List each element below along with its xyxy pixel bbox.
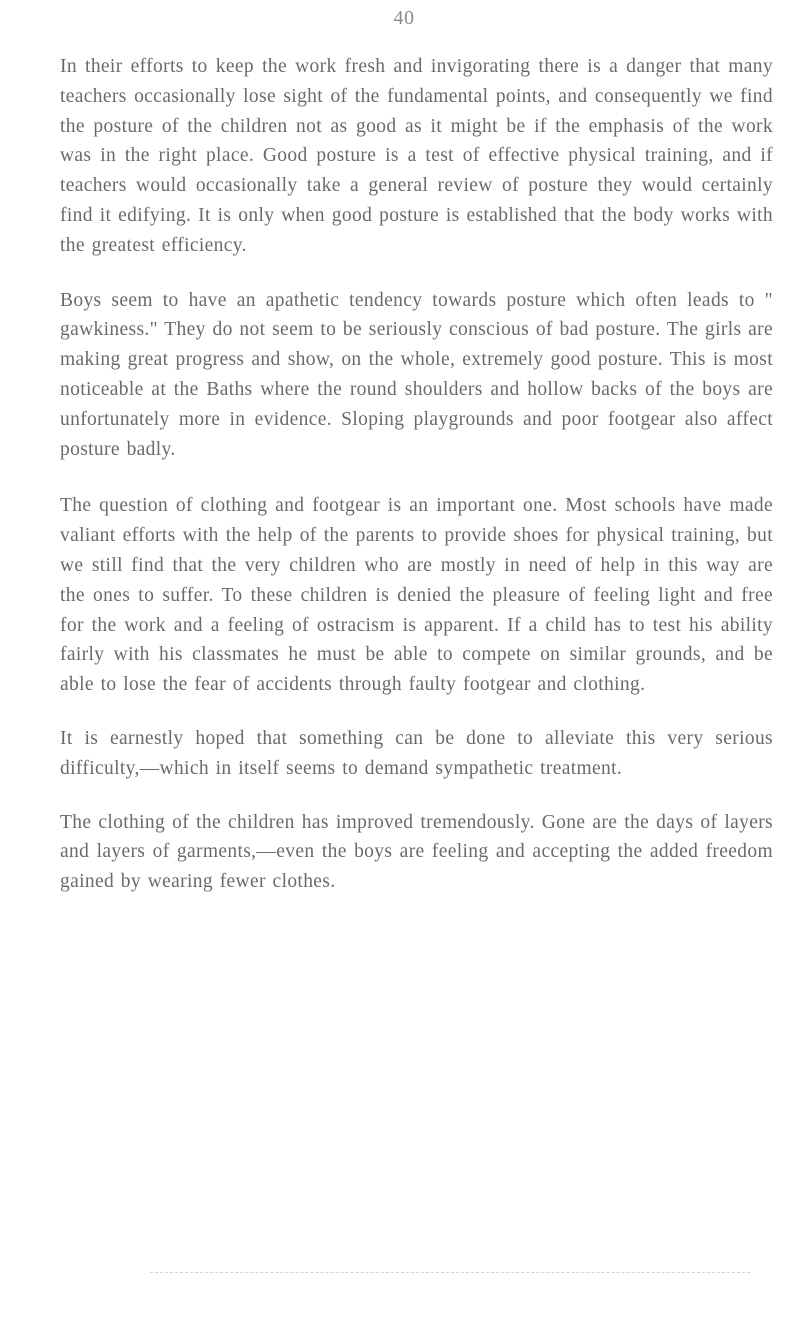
body-text: [60, 52, 773, 919]
paragraph-boys-girls-posture: Boys seem to have an apathetic tendency towards posture which often leads to " gawkiness." They do not seem to be seriously conscious of bad posture. The girls are making great progress and show, on the whole, extremely good posture. This is most noticeable at the Baths where the round shoulders and hollow backs of the boys are unfortunately more in evidence. Sloping playgrounds and poor footgear also affect posture badly.: [60, 289, 773, 460]
page-number: 40: [393, 7, 415, 29]
paragraph-posture-efforts: In their efforts to keep the work fresh and invigorating there is a danger that many teachers occasionally lose sight of the fundamental points, and consequently we find the posture of the children not as good as it might be if the emphasis of the work was in the right place. Good posture is a test of effective physical training, and if teachers would occasionally take a general review of posture they would certainly find it edifying. It is only when good posture is established that the body works with the greatest efficiency.: [60, 56, 773, 256]
paragraph-clothing-improved: The clothing of the children has improved tremendously. Gone are the days of layers and layers of garments,—even the boys are feeling and accepting the added freedom gained by wearing fewer clothes.: [60, 811, 773, 893]
page-bottom-rule: [150, 1272, 750, 1273]
paragraph-clothing-footgear: The question of clothing and footgear is an important one. Most schools have made valiant efforts with the help of the parents to provide shoes for physical training, but we still find that the very children who are mostly in need of help in this way are the ones to suffer. To these children is denied the pleasure of feeling light and free for the work and a feeling of ostracism is apparent. If a child has to test his ability fairly with his classmates he must be able to compete on similar grounds, and be able to lose the fear of accidents through faulty footgear and clothing.: [60, 495, 773, 696]
paragraph-earnest-hope: It is earnestly hoped that something can be done to alleviate this very serious difficulty,—which in itself seems to demand sympathetic treatment.: [60, 727, 773, 779]
